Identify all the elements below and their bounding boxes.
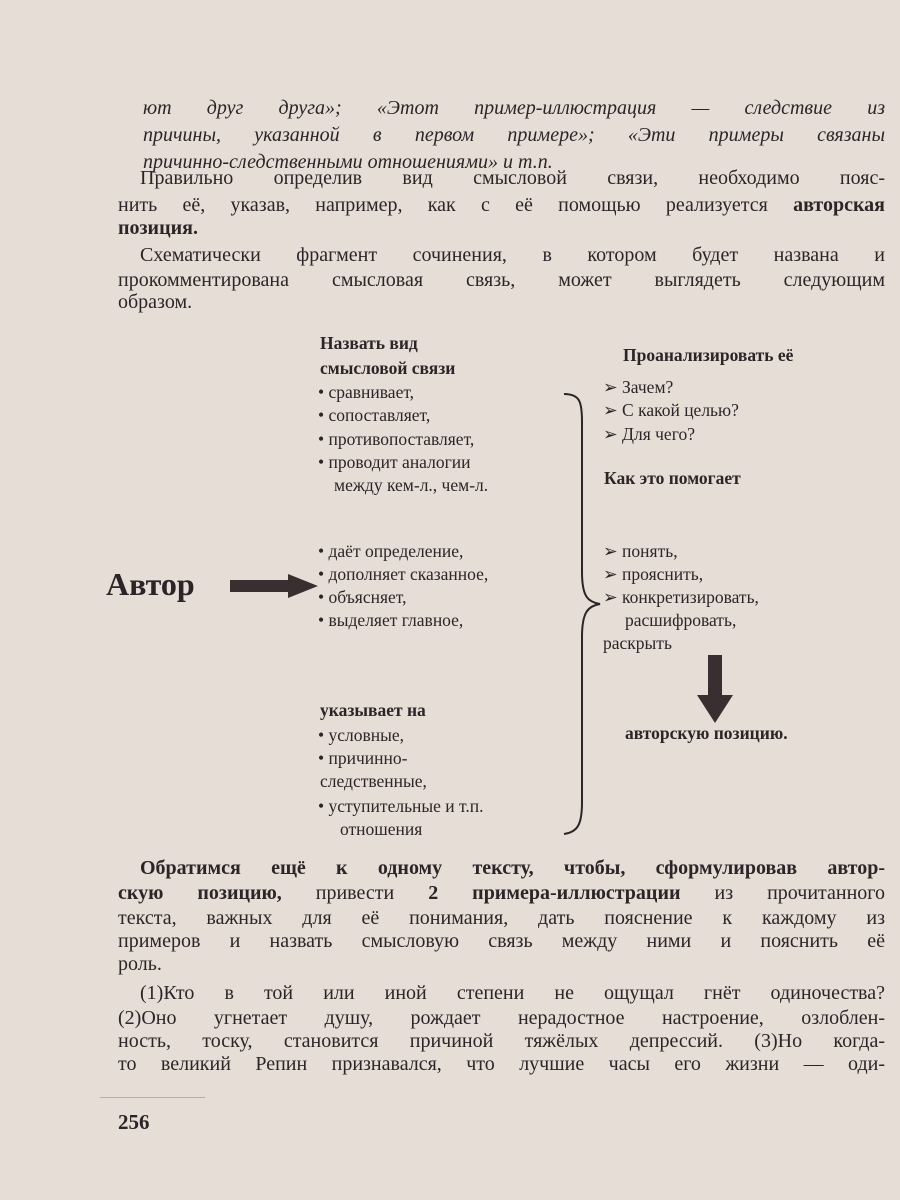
text-line: Обратимся ещё к одному тексту, чтобы, сформулировав автор- [140,857,885,879]
bold-text: 2 примера-иллюстрации [428,882,681,904]
text-line [118,193,885,217]
list-item: • проводит аналогии [318,452,471,472]
page-number: 256 [118,1110,150,1134]
footer-divider [100,1097,205,1098]
text-line: то великий Репин признавался, что лучшие часы его жизни — оди- [118,1053,885,1075]
help-item: раскрыть [603,633,672,653]
text-line: Правильно определив вид смысловой связи, необходимо пояс- [140,167,885,189]
text-line: причины, указанной в первом примере»; «Эти примеры связаны [143,124,885,146]
left-heading: смысловой связи [320,358,456,378]
text-line: образом. [118,291,193,313]
text-line: текста, важных для её понимания, дать пояснение к каждому из [118,907,885,929]
text-line: Схематически фрагмент сочинения, в котором будет названа и [140,244,885,266]
italic-text: и т.п. [498,151,553,173]
list-item: • выделяет главное, [318,610,464,630]
question-item: ➢ Зачем? [603,377,674,397]
list-item: • причинно- [318,748,408,768]
help-item: ➢ конкретизировать, [603,587,759,607]
text-line [118,881,885,905]
text-line: прокомментирована смысловая связь, может выглядеть следующим [118,269,885,291]
author-label: Автор [106,566,195,602]
help-item: ➢ прояснить, [603,564,704,584]
help-heading: Как это помогает [604,468,741,488]
list-item: следственные, [320,771,427,791]
list-item: • уступительные и т.п. [318,796,484,816]
list-item: • дополняет сказанное, [318,564,489,584]
plain-text: привести [281,882,429,904]
list-item: отношения [340,819,423,839]
list-item: • объясняет, [318,587,407,607]
text-line: (2)Оно угнетает душу, рождает нерадостное настроение, озлоблен- [118,1007,885,1029]
arrow-right-icon [230,574,318,598]
list-item: между кем-л., чем-л. [334,475,489,495]
help-item: расшифровать, [625,610,737,630]
result-label: авторскую позицию. [625,723,788,743]
text-line: ность, тоску, становится причиной тяжёлых депрессий. (3)Но когда- [118,1030,885,1052]
right-heading: Проанализировать её [623,345,794,365]
question-item: ➢ Для чего? [603,424,695,444]
text-line: примеров и назвать смысловую связь между ними и пояснить её [118,930,885,952]
bold-text: скую позицию, [118,882,282,904]
text-line: роль. [118,953,162,975]
list-item: • сопоставляет, [318,405,431,425]
list-item: • условные, [318,725,405,745]
list-item: • противопоставляет, [318,429,475,449]
list-item: • сравнивает, [318,382,415,402]
question-item: ➢ С какой целью? [603,400,739,420]
italic-text: причинно-следственными отношениями» [143,151,498,173]
plain-text: из прочитанного [680,882,885,904]
arrow-down-icon [697,655,733,723]
text-line: ют друг друга»; «Этот пример-иллюстрация — следствие из [143,97,885,119]
list-item: • даёт определение, [318,541,464,561]
bold-text: авторская [793,194,885,216]
plain-text: нить её, указав, например, как с её помощью реализуется [118,194,794,216]
group-heading: указывает на [320,700,426,720]
text-line: позиция. [118,217,198,239]
brace-icon [560,392,605,837]
left-heading: Назвать вид [320,333,418,353]
text-line: (1)Кто в той или иной степени не ощущал гнёт одиночества? [140,982,885,1004]
help-item: ➢ понять, [603,541,678,561]
